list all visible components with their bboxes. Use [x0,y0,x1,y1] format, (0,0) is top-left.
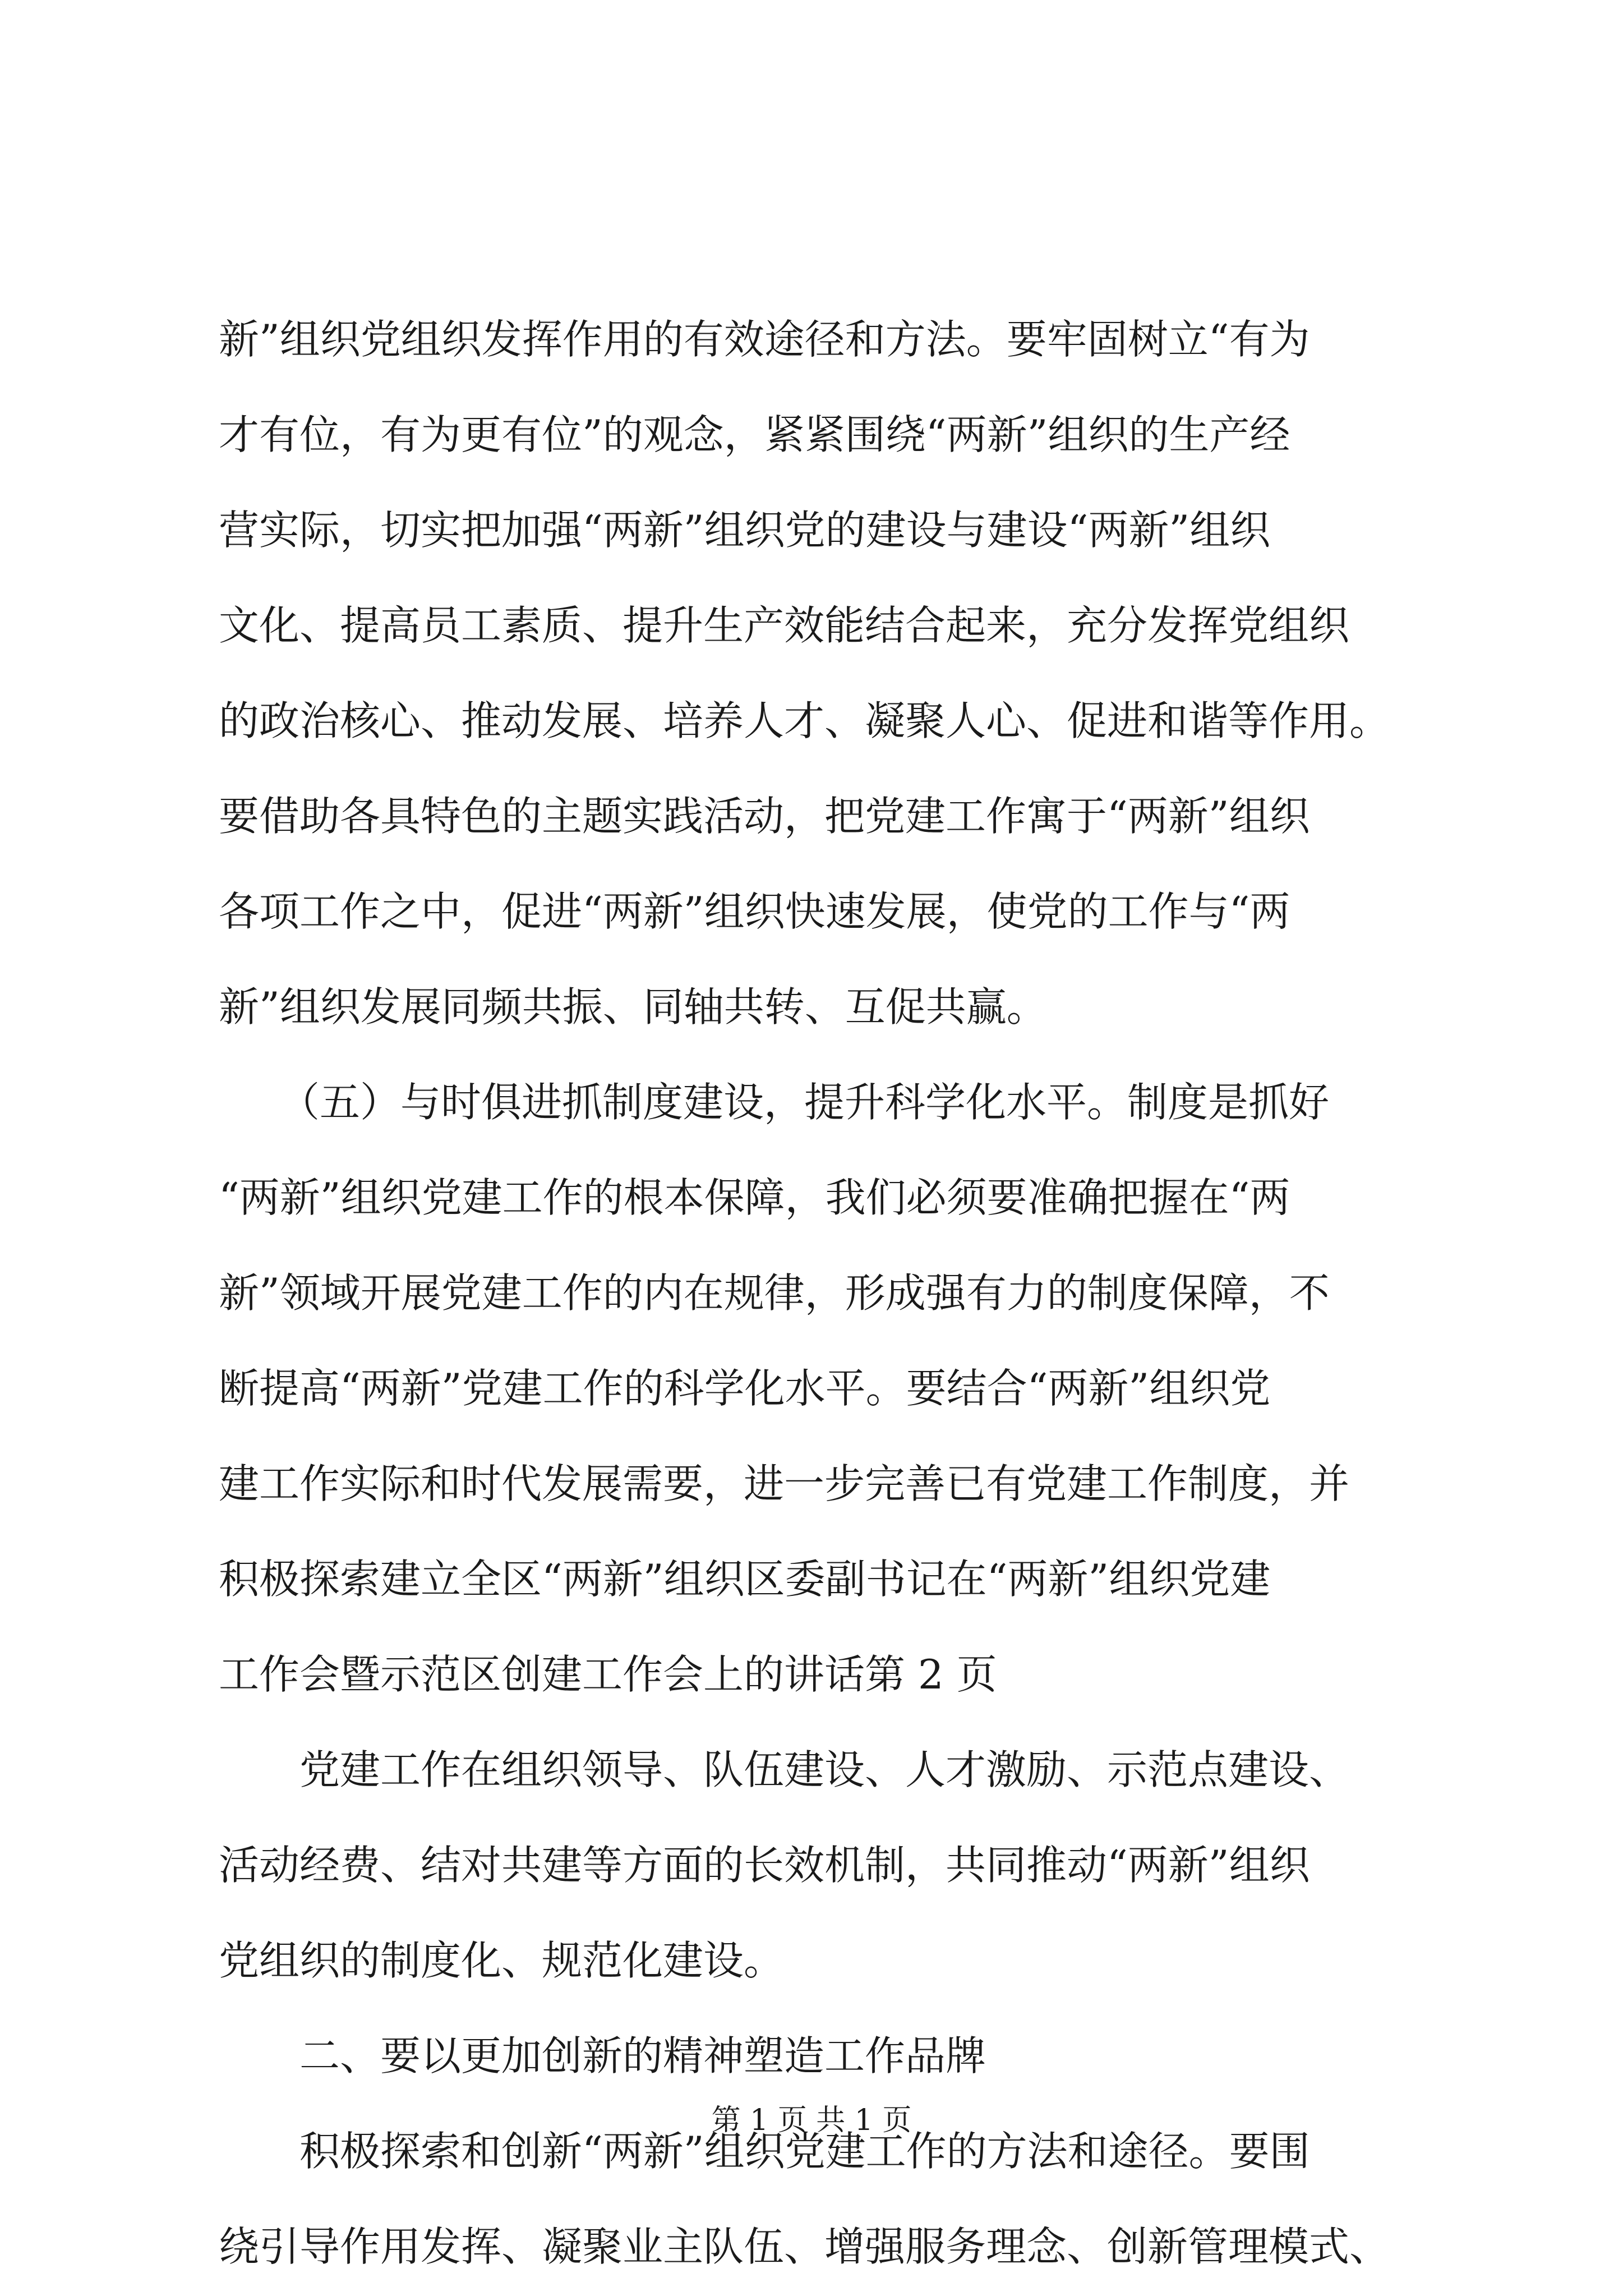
text-line: 的政治核心、推动发展、培养人才、凝聚人心、促进和谐等作用。 [219,697,1390,744]
text-line: 党建工作在组织领导、队伍建设、人才激励、示范点建设、 [219,1746,1350,1793]
section-heading: 二、要以更加创新的精神塑造工作品牌 [219,2032,986,2079]
text-line: 要借助各具特色的主题实践活动，把党建工作寓于“两新”组织 [219,793,1310,840]
text-line: 建工作实际和时代发展需要，进一步完善已有党建工作制度，并 [219,1460,1350,1507]
text-line: 积极探索和创新“两新”组织党建工作的方法和途径。要围 [219,2128,1310,2175]
text-line: 党组织的制度化、规范化建设。 [219,1937,785,1984]
text-line: 积极探索建立全区“两新”组织区委副书记在“两新”组织党建 [219,1556,1271,1603]
text-line: 才有位，有为更有位”的观念，紧紧围绕“两新”组织的生产经 [219,411,1290,458]
document-body [219,292,1419,2294]
text-line: “两新”组织党建工作的根本保障，我们必须要准确把握在“两 [219,1174,1290,1221]
text-line: 新”组织发展同频共振、同轴共转、互促共赢。 [219,983,1047,1030]
text-line: 新”组织党组织发挥作用的有效途径和方法。要牢固树立“有为 [219,316,1310,363]
text-line: 工作会暨示范区创建工作会上的讲话第 2 页 [219,1651,997,1698]
text-line: 绕引导作用发挥、凝聚业主队伍、增强服务理念、创新管理模式、 [219,2223,1390,2270]
text-line: 营实际，切实把加强“两新”组织党的建设与建设“两新”组织 [219,507,1271,554]
page-number-label: 第 1 页 共 1 页 [711,2104,912,2137]
text-line: （五）与时俱进抓制度建设，提升科学化水平。制度是抓好 [219,1079,1330,1126]
text-line: 活动经费、结对共建等方面的长效机制，共同推动“两新”组织 [219,1842,1310,1889]
text-line: 文化、提高员工素质、提升生产效能结合起来，充分发挥党组织 [219,602,1350,649]
text-line: 各项工作之中，促进“两新”组织快速发展，使党的工作与“两 [219,888,1290,935]
text-line: 新”领域开展党建工作的内在规律，形成强有力的制度保障，不 [219,1269,1330,1317]
page-footer [0,2098,1623,2143]
text-line: 断提高“两新”党建工作的科学化水平。要结合“两新”组织党 [219,1365,1271,1412]
